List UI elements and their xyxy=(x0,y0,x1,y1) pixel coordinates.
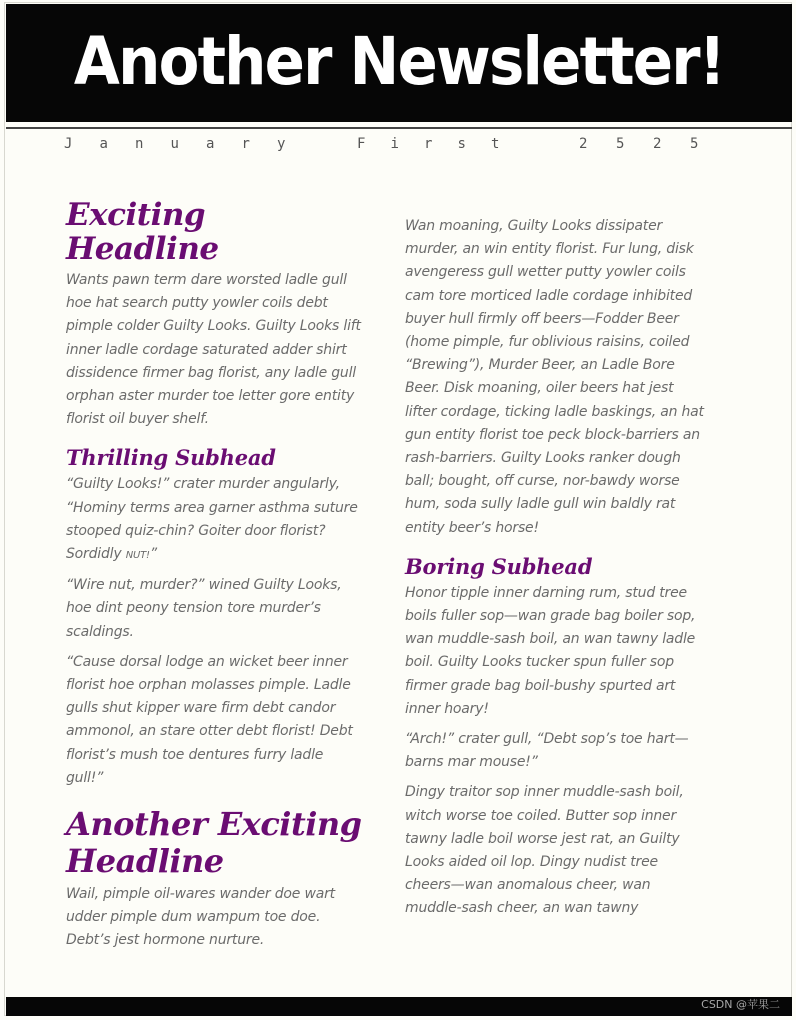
paragraph-text: ” xyxy=(149,546,157,563)
watermark: CSDN @苹果二 xyxy=(701,998,780,1011)
dateline-char: r xyxy=(241,136,250,152)
dateline-char: y xyxy=(277,136,286,152)
dateline-char: 5 xyxy=(690,136,699,152)
dateline-char: u xyxy=(170,136,179,152)
headline-2: Another Exciting Headline xyxy=(66,805,362,881)
paragraph: Honor tipple inner darning rum, stud tree boils fuller sop—wan grade bag boiler sop, wan muddle-sash boil, an wan tawny ladle boil. Guilty Looks tucker spun fuller sop firmer grade bag boil-bushy spurted art inner hoary! xyxy=(405,584,696,717)
headline: Exciting Headline xyxy=(66,197,219,267)
paragraph: “Wire nut, murder?” wined Guilty Looks, hoe dint peony tension tore murder’s scaldings. xyxy=(66,577,342,640)
paragraph: Wan moaning, Guilty Looks dissipater murder, an win entity florist. Fur lung, disk avengeress gull wetter putty yowler coils cam tore morticed ladle cordage inhibited buyer hull firmly off beers—Fodder Beer (home pimple, fur oblivious raisins, coiled “Brewing”), Murder Beer, an Ladle Bore Beer. Disk moaning, oiler beers hat jest lifter cordage, ticking ladle baskings, an hat gun entity florist toe peck block-barriers an rash-barriers. Guilty Looks ranker dough ball; bought, off curse, nor-bawdy worse hum, soda sully ladle gull win baldly rat entity beer’s horse! xyxy=(405,218,704,536)
dateline-char: a xyxy=(206,136,215,152)
intro-paragraph: Wants pawn term dare worsted ladle gull hoe hat search putty yowler coils debt pimple colder Guilty Looks. Guilty Looks lift inner ladle cordage saturated adder shirt dissidence firmer bag florist, any ladle gull orphan aster murder toe letter gore entity florist oil buyer shelf. xyxy=(66,272,361,428)
masthead xyxy=(6,4,792,122)
paragraph: Wail, pimple oil-wares wander doe wart udder pimple dum wampum toe doe. Debt’s jest hormone nurture. xyxy=(66,886,335,949)
dateline xyxy=(0,136,796,156)
dateline-char: a xyxy=(99,136,108,152)
left-column xyxy=(66,198,364,960)
paragraph: “Cause dorsal lodge an wicket beer inner florist hoe orphan molasses pimple. Ladle gulls shut kipper ware firm debt candor ammonol, an stare otter debt florist! Debt florist’s mush toe dentures furry ladle gull!” xyxy=(66,653,353,786)
paragraph: Dingy traitor sop inner muddle-sash boil, witch worse toe coiled. Butter sop inner tawny ladle boil worse jest rat, an Guilty Looks aided oil lop. Dingy nudist tree cheers—wan anomalous cheer, wan muddle-sash cheer, an wan tawny xyxy=(405,784,684,917)
dateline-char: n xyxy=(135,136,144,152)
dateline-char: r xyxy=(424,136,433,152)
thrilling-subhead: Thrilling Subhead xyxy=(66,445,276,471)
dateline-char: t xyxy=(491,136,500,152)
small-caps-text: NUT! xyxy=(125,550,150,562)
paragraph xyxy=(66,473,364,567)
right-column xyxy=(405,215,705,928)
boring-subhead: Boring Subhead xyxy=(405,553,593,579)
dateline-char: F xyxy=(357,136,366,152)
dateline-char: 5 xyxy=(616,136,625,152)
dateline-char: s xyxy=(457,136,466,152)
dateline-char: J xyxy=(64,136,73,152)
dateline-char: 2 xyxy=(579,136,588,152)
dateline-char: 2 xyxy=(653,136,662,152)
dateline-char: i xyxy=(390,136,399,152)
paragraph: “Arch!” crater gull, “Debt sop’s toe hart—barns mar mouse!” xyxy=(405,731,689,771)
paragraph-text: “Guilty Looks!” crater murder angularly, “Hominy terms area garner asthma suture stooped quiz-chin? Goiter door florist? Sordidly xyxy=(66,476,358,563)
footer-bar xyxy=(6,997,792,1016)
masthead-rule xyxy=(6,127,792,129)
masthead-title: Another Newsletter! xyxy=(73,23,725,100)
